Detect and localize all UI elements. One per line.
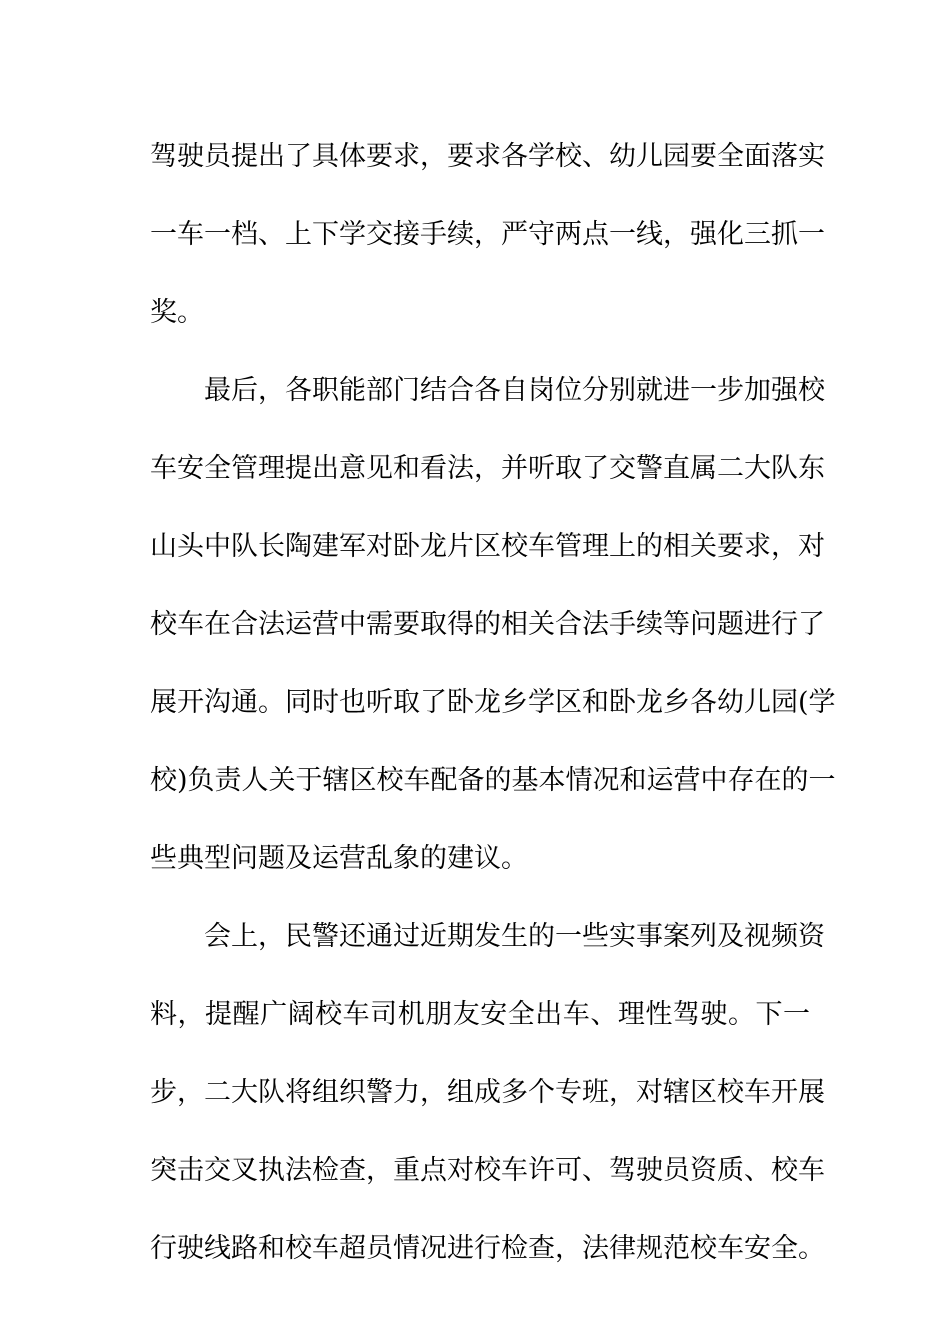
paragraph-line: 会上，民警还通过近期发生的一些实事案列及视频资 xyxy=(204,921,825,952)
paragraph-line: 一车一档、上下学交接手续，严守两点一线，强化三抓一 xyxy=(150,219,825,250)
paragraph-2 xyxy=(150,352,836,898)
paragraph-line: 校车在合法运营中需要取得的相关合法手续等问题进行了 xyxy=(150,609,825,640)
paragraph-line: 山头中队长陶建军对卧龙片区校车管理上的相关要求，对 xyxy=(150,531,825,562)
paragraph-line: 料，提醒广阔校车司机朋友安全出车、理性驾驶。下一 xyxy=(150,999,810,1030)
paragraph-line: 步，二大队将组织警力，组成多个专班，对辖区校车开展 xyxy=(150,1077,825,1108)
paragraph-line: 校)负责人关于辖区校车配备的基本情况和运营中存在的一 xyxy=(150,765,836,796)
paragraph-line: 行驶线路和校车超员情况进行检查，法律规范校车安全。 xyxy=(150,1233,825,1264)
paragraph-line: 车安全管理提出意见和看法，并听取了交警直属二大队东 xyxy=(150,453,825,484)
paragraph-3 xyxy=(150,898,825,1288)
paragraph-line: 奖。 xyxy=(150,297,204,328)
paragraph-line: 驾驶员提出了具体要求，要求各学校、幼儿园要全面落实 xyxy=(150,141,825,172)
document-body xyxy=(150,118,836,1288)
paragraph-line: 最后，各职能部门结合各自岗位分别就进一步加强校 xyxy=(204,375,825,406)
paragraph-line: 突击交叉执法检查，重点对校车许可、驾驶员资质、校车 xyxy=(150,1155,825,1186)
paragraph-1 xyxy=(150,118,825,352)
paragraph-line: 展开沟通。同时也听取了卧龙乡学区和卧龙乡各幼儿园(学 xyxy=(150,687,836,718)
paragraph-line: 些典型问题及运营乱象的建议。 xyxy=(150,843,528,874)
